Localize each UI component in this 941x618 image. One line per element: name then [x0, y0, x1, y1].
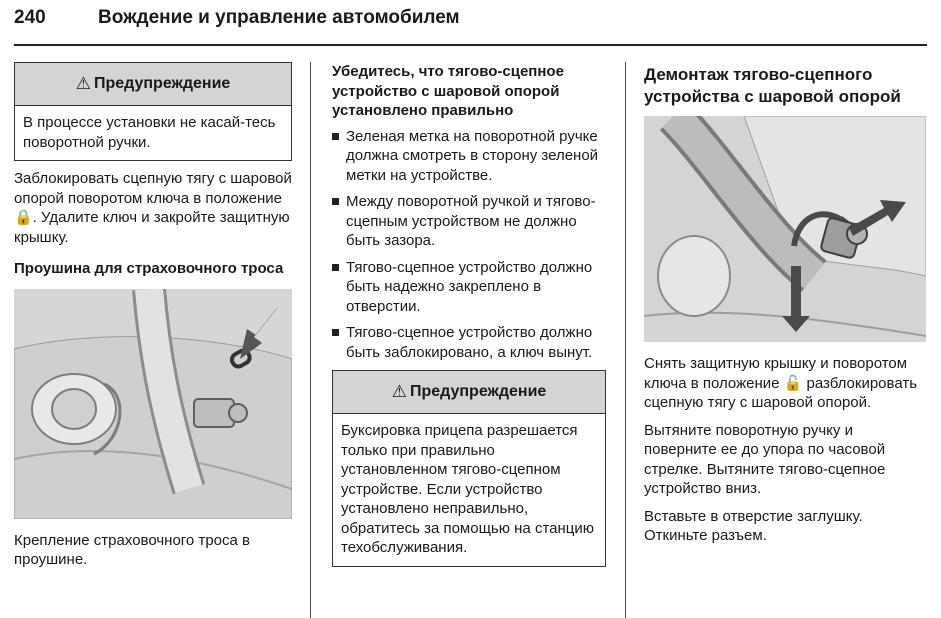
- warning-header: [333, 371, 605, 414]
- removal-drawing: [644, 116, 926, 342]
- bullet-square-icon: [332, 329, 339, 336]
- page-number: 240: [14, 7, 46, 28]
- column-middle: [332, 62, 606, 575]
- paragraph: Снять защитную крышку и поворотом ключа в положение 🔓 разблокировать сцепную тягу с шаровой опорой.: [644, 355, 918, 411]
- header-rule: [14, 44, 927, 46]
- list-item: Между поворотной ручкой и тягово-сцепным устройством не должно быть зазора.: [332, 192, 606, 251]
- warning-title: Предупреждение: [409, 383, 547, 401]
- paragraph: Заблокировать сцепную тягу с шаровой опорой поворотом ключа в положение 🔒. Удалите ключ и закройте защитную крышку.: [14, 170, 292, 246]
- bullet-square-icon: [332, 264, 339, 271]
- towing-eye-illustration: [14, 289, 292, 519]
- list-item: Тягово-сцепное устройство должно быть заблокировано, а ключ вынут.: [332, 323, 606, 362]
- column-right: [644, 62, 926, 554]
- warning-triangle-icon: ⚠: [75, 74, 91, 94]
- warning-triangle-icon: ⚠: [391, 382, 407, 402]
- column-left: [14, 62, 292, 578]
- warning-text: Буксировка прицепа разрешается только при правильно установленном тягово-сцепном устройстве. Если устройство установлено неправильно, обратитесь за помощью на станцию техобслуживания.: [341, 422, 594, 556]
- list-item: Тягово-сцепное устройство должно быть надежно закреплено в отверстии.: [332, 258, 606, 317]
- page-title: Вождение и управление автомобилем: [98, 7, 460, 28]
- page-header: [0, 0, 941, 46]
- bullet-square-icon: [332, 133, 339, 140]
- removal-illustration: [644, 116, 926, 342]
- checklist: [332, 127, 606, 363]
- warning-text: В процессе установки не касай-тесь поворотной ручки.: [23, 114, 276, 151]
- checklist-intro: Убедитесь, что тягово-сцепное устройство с шаровой опорой установлено правильно: [332, 63, 564, 119]
- warning-box: [14, 62, 292, 161]
- column-divider: [625, 62, 626, 618]
- section-subheading: Проушина для страховочного троса: [14, 260, 284, 277]
- column-divider: [310, 62, 311, 618]
- figure-caption: Крепление страховочного троса в проушине.: [14, 531, 250, 568]
- towing-eye-drawing: [14, 289, 292, 519]
- warning-box: [332, 370, 606, 567]
- paragraph: Вставьте в отверстие заглушку. Откиньте разъем.: [644, 507, 863, 544]
- bullet-square-icon: [332, 198, 339, 205]
- list-item: Зеленая метка на поворотной ручке должна смотреть в сторону зеленой метки на устройстве.: [332, 127, 606, 186]
- warning-title: Предупреждение: [93, 75, 231, 93]
- section-heading: Демонтаж тягово-сцепного устройства с шаровой опорой: [644, 65, 901, 106]
- paragraph: Вытяните поворотную ручку и поверните ее до упора по часовой стрелке. Вытяните тягово-сцепное устройство вниз.: [644, 421, 886, 497]
- warning-header: [15, 63, 291, 106]
